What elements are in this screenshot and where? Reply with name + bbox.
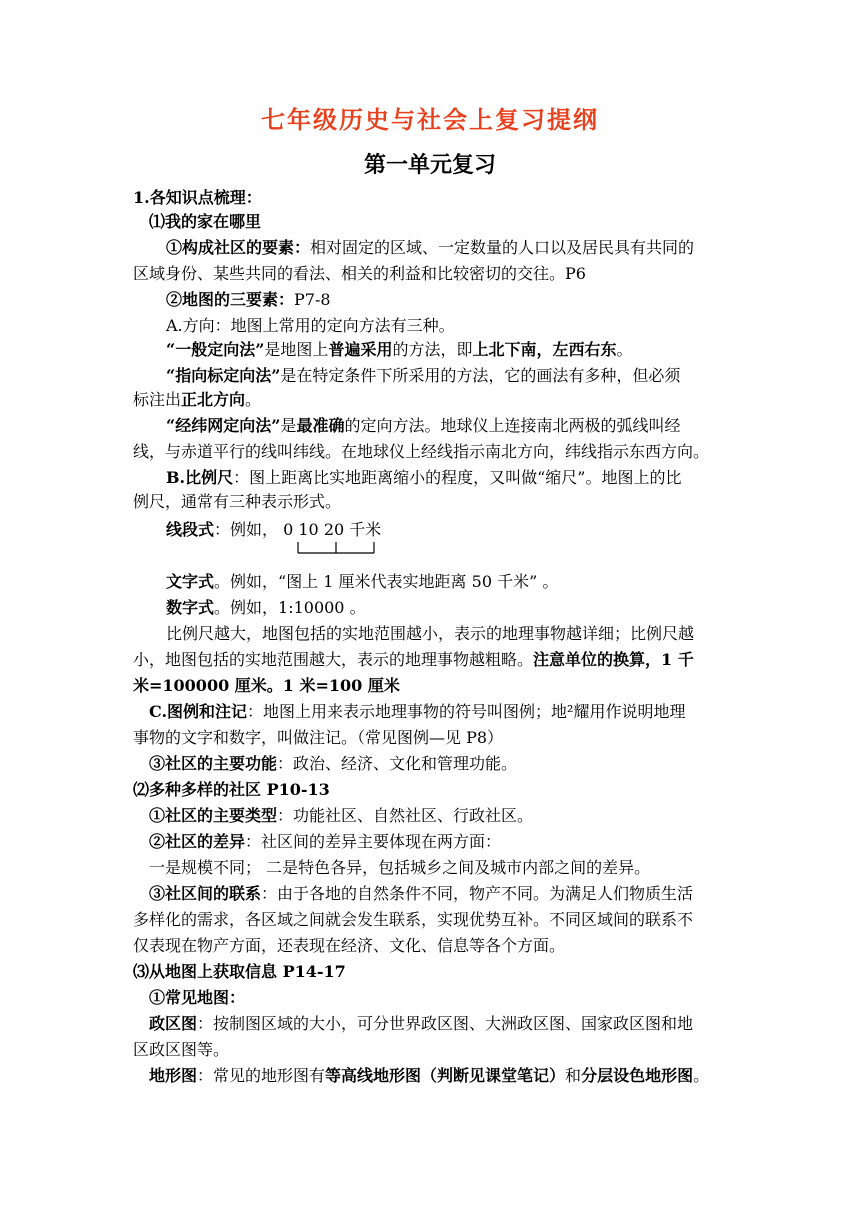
bold-text: ⑴我的家在哪里 <box>149 212 262 231</box>
text: ：图上距离比实地距离缩小的程度，又叫做“缩尺”。地图上的比 <box>233 468 682 487</box>
text: 线，与赤道平行的线叫纬线。在地球仪上经线指示南北方向，纬线指示东西方向。 <box>133 442 710 461</box>
bold-text: ②社区的差异 <box>149 832 246 851</box>
text: ：常见的地形图有 <box>197 1066 326 1085</box>
text: 标注出 <box>133 390 182 409</box>
text: 的定向方法。地球仪上连接南北两极的弧线叫经 <box>344 416 681 435</box>
text-line <box>149 984 769 1012</box>
bold-text: ③社区间的联系 <box>149 884 262 903</box>
text-line <box>133 932 753 960</box>
text-line <box>166 286 786 314</box>
bold-text: 1.各知识点梳理： <box>133 188 262 207</box>
text: 区政区图等。 <box>133 1040 230 1059</box>
text: 。例如，“图上 1 厘米代表实地距离 50 千米” 。 <box>214 572 559 591</box>
text-line <box>166 594 786 622</box>
text: 相对固定的区域、一定数量的人口以及居民具有共同的 <box>310 238 695 257</box>
text: ：地图上用来表示地理事物的符号叫图例；地²耀用作说明地理 <box>247 702 686 721</box>
bold-text: 地形图 <box>149 1066 198 1085</box>
bold-text: C.图例和注记 <box>149 702 248 721</box>
text: 仅表现在物产方面，还表现在经济、文化、信息等各个方面。 <box>133 936 566 955</box>
text: 的方法，即 <box>392 340 473 359</box>
text-line <box>133 958 753 986</box>
text: 和 <box>565 1066 582 1085</box>
bold-text: 文字式 <box>166 572 215 591</box>
document-title: 七年级历史与社会上复习提纲 <box>261 105 599 134</box>
bold-text: ①社区的主要类型 <box>149 806 278 825</box>
text-line <box>133 1036 753 1064</box>
text: ：社区间的差异主要体现在两方面： <box>245 832 502 851</box>
text-line <box>133 776 753 804</box>
text: 是 <box>280 416 297 435</box>
text: 区域身份、某些共同的看法、相关的利益和比较密切的交往。P6 <box>133 264 586 283</box>
text-line <box>133 260 753 288</box>
bold-text: ①常见地图： <box>149 988 246 1007</box>
text-line <box>133 646 753 674</box>
scale-bar-graphic <box>297 542 375 554</box>
bold-text: ⑶从地图上获取信息 P14-17 <box>133 962 346 981</box>
text-line <box>149 854 769 882</box>
text-line <box>149 880 769 908</box>
bold-text: ②地图的三要素： <box>166 290 295 309</box>
bold-text: 正北方向 <box>181 390 246 409</box>
bold-text: 政区图 <box>149 1014 198 1033</box>
text-line <box>133 672 753 700</box>
text-line <box>133 488 753 516</box>
bold-text: “指向标定向法” <box>166 366 281 385</box>
text-line <box>133 438 753 466</box>
text-line <box>133 906 753 934</box>
text: ：按制图区域的大小，可分世界政区图、大洲政区图、国家政区图和地 <box>197 1014 694 1033</box>
text: 比例尺越大，地图包括的实地范围越小，表示的地理事物越详细；比例尺越 <box>166 624 695 643</box>
text-line <box>149 1010 769 1038</box>
text-line <box>149 750 769 778</box>
text-line <box>166 620 786 648</box>
bold-text: 线段式 <box>166 520 215 539</box>
bold-text: 数字式 <box>166 598 215 617</box>
text: 一是规模不同； 二是特色各异，包括城乡之间及城市内部之间的差异。 <box>149 858 651 877</box>
text-line <box>166 516 786 544</box>
text: 。 <box>693 1066 710 1085</box>
text-line <box>166 412 786 440</box>
text: 事物的文字和数字，叫做注记。（常见图例—见 P8） <box>133 728 504 747</box>
text-line <box>166 336 786 364</box>
text: ：功能社区、自然社区、行政社区。 <box>277 806 534 825</box>
text-line <box>149 698 769 726</box>
bold-text: 普遍采用 <box>328 340 393 359</box>
text-line <box>149 1062 769 1090</box>
unit-heading: 第一单元复习 <box>363 153 496 178</box>
text-line <box>133 724 753 752</box>
text: 是地图上 <box>264 340 329 359</box>
bold-text: 注意单位的换算，1 千 <box>533 650 694 669</box>
bold-text: “一般定向法” <box>166 340 265 359</box>
text: 例尺，通常有三种表示形式。 <box>133 492 342 511</box>
text-line <box>149 828 769 856</box>
text: 。 <box>616 340 633 359</box>
text: 多样化的需求，各区域之间就会发生联系，实现优势互补。不同区域间的联系不 <box>133 910 694 929</box>
text: ：由于各地的自然条件不同，物产不同。为满足人们物质生活 <box>261 884 694 903</box>
text: 是在特定条件下所采用的方法，它的画法有多种，但必须 <box>280 366 681 385</box>
bold-text: B.比例尺 <box>166 468 234 487</box>
text: 。 <box>245 390 262 409</box>
text-line <box>166 568 786 596</box>
bold-text: ⑵多种多样的社区 P10-13 <box>133 780 330 799</box>
text-line <box>149 802 769 830</box>
bold-text: ①构成社区的要素： <box>166 238 311 257</box>
text-line <box>166 234 786 262</box>
text: A.方向：地图上常用的定向方法有三种。 <box>166 316 455 335</box>
text: P7-8 <box>294 290 331 309</box>
text-line <box>149 208 769 236</box>
bold-text: ③社区的主要功能 <box>149 754 278 773</box>
text-line <box>133 386 753 414</box>
bold-text: 米=100000 厘米。1 米=100 厘米 <box>133 676 400 695</box>
bold-text: 等高线地形图（判断见课堂笔记） <box>325 1066 566 1085</box>
text: 。例如，1:10000 。 <box>214 598 366 617</box>
bold-text: “经纬网定向法” <box>166 416 281 435</box>
bold-text: 分层设色地形图 <box>581 1066 694 1085</box>
text: ：例如， 0 10 20 千米 <box>214 520 382 539</box>
text: 小，地图包括的实地范围越大，表示的地理事物越粗略。 <box>133 650 534 669</box>
bold-text: 最准确 <box>296 416 345 435</box>
text: ：政治、经济、文化和管理功能。 <box>277 754 518 773</box>
bold-text: 上北下南，左西右东 <box>472 340 617 359</box>
